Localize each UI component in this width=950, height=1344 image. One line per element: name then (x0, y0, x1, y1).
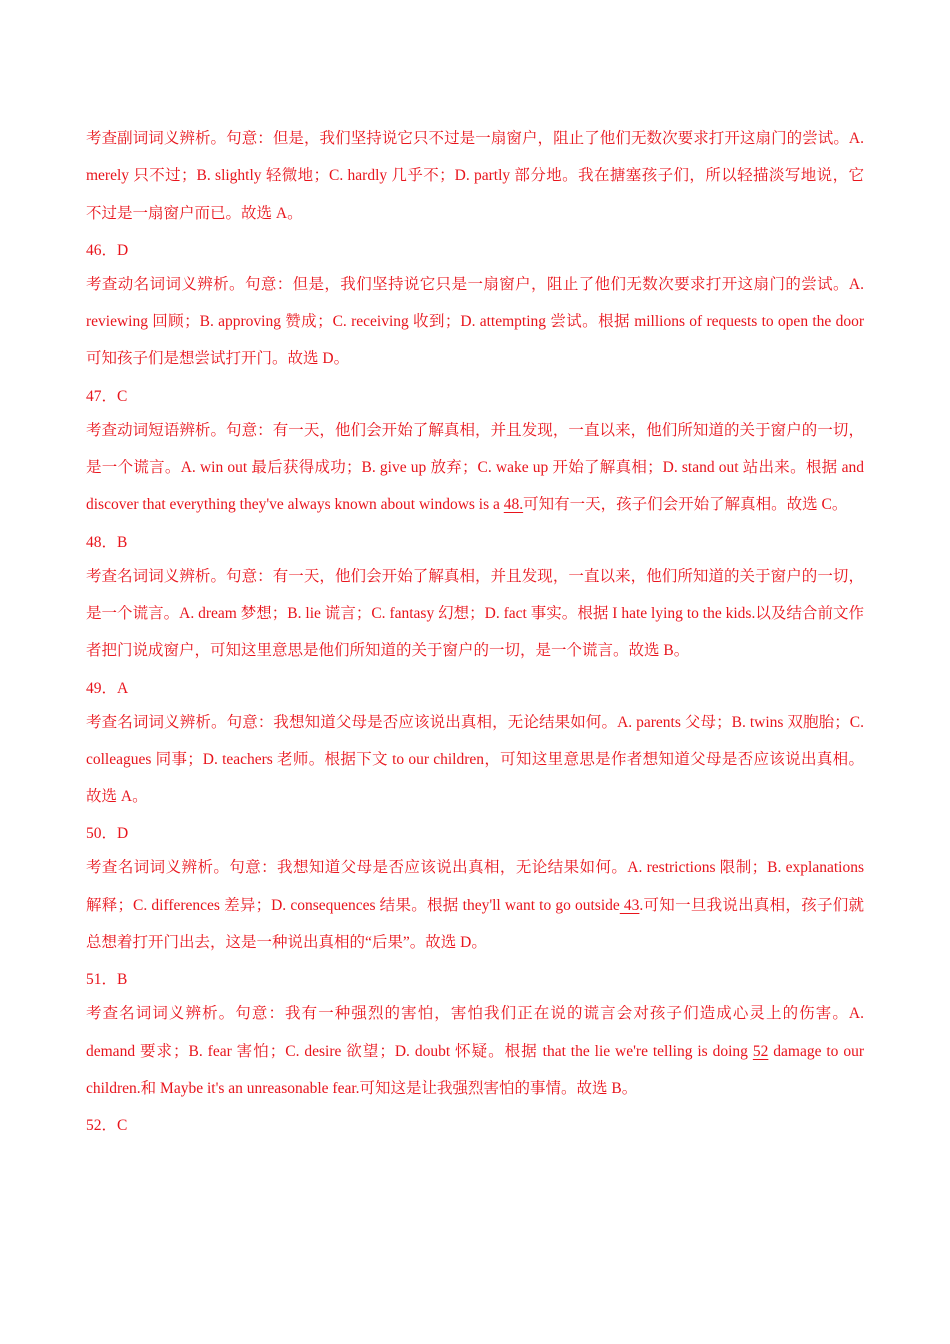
answer-explanations (86, 120, 864, 1141)
answer-key: 50．D (86, 825, 129, 843)
explanation-segment: 考查名词词义辨析。句意：我想知道父母是否应该说出真相，无论结果如何。A. parents 父母；B. twins 双胞胎；C. colleagues 同事；D. teachers 老师。根据下文 to our children，可知这里意思是作者想知道父母是否应该说出真相。故选 A。 (86, 713, 864, 806)
answer-key: 47．C (86, 387, 128, 405)
blank-number: 48. (503, 496, 524, 514)
explanation-segment: damage to our children.和 Maybe it's an unreasonable fear.可知这是让我强烈害怕的事情。故选 B。 (86, 1042, 864, 1097)
explanation-list (86, 120, 864, 1141)
answer-key: 49．A (86, 679, 129, 697)
explanation-segment: 可知有一天，孩子们会开始了解真相。故选 C。 (523, 496, 848, 514)
explanation-text (86, 266, 864, 378)
answer-key: 46．D (86, 241, 129, 259)
blank-number: 52 (752, 1042, 769, 1060)
explanation-segment: 考查名词词义辨析。句意：我想知道父母是否应该说出真相，无论结果如何。A. restrictions 限制；B. explanations 解释；C. differences 差异；D. consequences 结果。根据 they'll want to go outside (86, 859, 864, 914)
answer-key: 48．B (86, 533, 128, 551)
explanation-text (86, 704, 864, 816)
answer-key: 51．B (86, 971, 128, 989)
blank-number: 43 (619, 896, 640, 914)
explanation-segment: .可知一旦我说出真相，孩子们就总想着打开门出去，这是一种说出真相的“后果”。故选 D。 (86, 896, 864, 952)
explanation-text (86, 120, 864, 232)
answer-key: 52．C (86, 1117, 128, 1135)
explanation-segment: 考查动词短语辨析。句意：有一天，他们会开始了解真相，并且发现，一直以来，他们所知道的关于窗户的一切， 是一个谎言。A. win out 最后获得成功；B. give up 放弃；C. wake up 开始了解真相；D. stand out 站出来。根据 and discover that everything they've always known about windows is a (86, 421, 864, 514)
explanation-segment: 考查副词词义辨析。句意：但是，我们坚持说它只不过是一扇窗户，阻止了他们无数次要求打开这扇门的尝试。A. merely 只不过；B. slightly 轻微地；C. hardly 几乎不；D. partly 部分地。我在搪塞孩子们，所以轻描淡写地说，它不过是一扇窗户而已。故选 A。 (86, 130, 864, 222)
explanation-segment: 考查名词词义辨析。句意：有一天，他们会开始了解真相，并且发现，一直以来，他们所知道的关于窗户的一切，是一个谎言。A. dream 梦想；B. lie 谎言；C. fantasy 幻想；D. fact 事实。根据 I hate lying to the kids.以及结合前文作者把门说成窗户，可知这里意思是他们所知道的关于窗户的一切，是一个谎言。故选 B。 (86, 567, 864, 660)
explanation-text (86, 995, 864, 1107)
explanation-text (86, 558, 864, 670)
explanation-text (86, 412, 864, 524)
explanation-segment: 考查动名词词义辨析。句意：但是，我们坚持说它只是一扇窗户，阻止了他们无数次要求打开这扇门的尝试。A. reviewing 回顾；B. approving 赞成；C. receiving 收到；D. attempting 尝试。根据 millions of requests to open the door 可知孩子们是想尝试打开门。故选 D。 (86, 275, 864, 368)
explanation-text (86, 849, 864, 961)
explanation-segment: 考查名词词义辨析。句意：我有一种强烈的害怕，害怕我们正在说的谎言会对孩子们造成心灵上的伤害。A. demand 要求；B. fear 害怕；C. desire 欲望；D. doubt 怀疑。根据 that the lie we're telling is doing (86, 1005, 864, 1060)
